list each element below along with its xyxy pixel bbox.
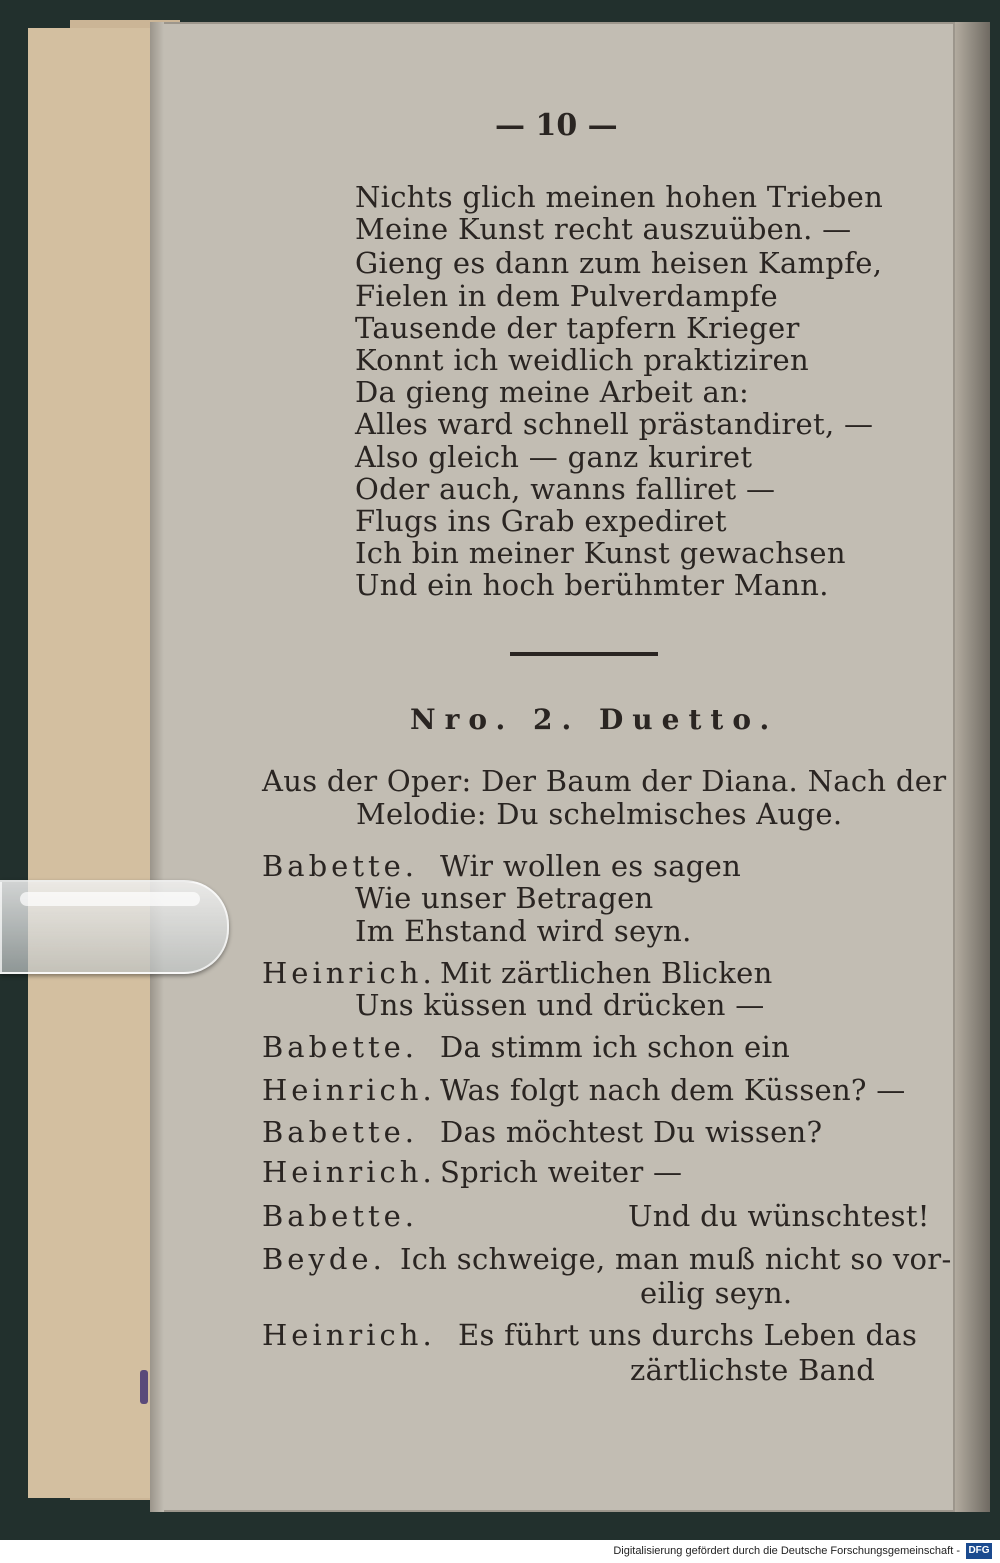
speaker-label: Babette.: [262, 1199, 419, 1233]
verse-line: Nichts glich meinen hohen Trieben: [355, 180, 884, 214]
dialogue-line: Ich schweige, man muß nicht so vor-: [400, 1242, 952, 1276]
verse-line: Konnt ich weidlich praktiziren: [355, 343, 809, 377]
dialogue-line: zärtlichste Band: [630, 1353, 876, 1387]
speaker-label: Beyde.: [262, 1242, 386, 1276]
verse-line: Fielen in dem Pulverdampfe: [355, 279, 778, 313]
verse-line: Gieng es dann zum heisen Kampfe,: [355, 246, 883, 280]
source-line: Aus der Oper: Der Baum der Diana. Nach der: [262, 764, 947, 798]
dialogue-line: Wie unser Betragen: [355, 881, 654, 915]
funding-notice: Digitalisierung gefördert durch die Deutsche Forschungsgemeinschaft -: [613, 1545, 960, 1557]
verse-line: Und ein hoch berühmter Mann.: [355, 568, 829, 602]
dialogue-line: Und du wünschtest!: [628, 1199, 930, 1233]
section-heading: Nro. 2. Duetto.: [410, 703, 779, 736]
speaker-label: Heinrich.: [262, 956, 436, 990]
speaker-label: Babette.: [262, 849, 419, 883]
source-line: Melodie: Du schelmisches Auge.: [356, 797, 843, 831]
dfg-logo: DFG: [966, 1543, 992, 1559]
dialogue-line: Es führt uns durchs Leben das: [458, 1318, 918, 1352]
dialogue-line: eilig seyn.: [640, 1276, 793, 1310]
verse-line: Tausende der tapfern Krieger: [355, 311, 800, 345]
speaker-label: Heinrich.: [262, 1073, 436, 1107]
verse-line: Meine Kunst recht auszuüben. —: [355, 212, 852, 246]
verse-line: Also gleich — ganz kuriret: [355, 440, 753, 474]
verse-line: Flugs ins Grab expediret: [355, 504, 727, 538]
speaker-label: Heinrich.: [262, 1318, 436, 1352]
speaker-label: Babette.: [262, 1030, 419, 1064]
page-number: — 10 —: [495, 108, 618, 143]
dialogue-line: Das möchtest Du wissen?: [440, 1115, 823, 1149]
verse-line: Alles ward schnell prästandiret, —: [355, 407, 874, 441]
speaker-label: Babette.: [262, 1115, 419, 1149]
dialogue-line: Im Ehstand wird seyn.: [355, 914, 692, 948]
dialogue-line: Wir wollen es sagen: [440, 849, 742, 883]
ink-mark: [140, 1370, 148, 1404]
page-right-edge: [955, 22, 990, 1512]
page-gutter-shadow: [150, 22, 164, 1512]
dialogue-line: Da stimm ich schon ein: [440, 1030, 791, 1064]
verse-line: Oder auch, wanns falliret —: [355, 472, 776, 506]
verse-line: Ich bin meiner Kunst gewachsen: [355, 536, 846, 570]
speaker-label: Heinrich.: [262, 1155, 436, 1189]
dialogue-line: Mit zärtlichen Blicken: [440, 956, 773, 990]
dialogue-line: Uns küssen und drücken —: [355, 988, 765, 1022]
dialogue-line: Sprich weiter —: [440, 1155, 683, 1189]
verse-line: Da gieng meine Arbeit an:: [355, 375, 750, 409]
section-divider: [510, 652, 658, 656]
clip-highlight: [20, 892, 200, 906]
dialogue-line: Was folgt nach dem Küssen? —: [440, 1073, 906, 1107]
